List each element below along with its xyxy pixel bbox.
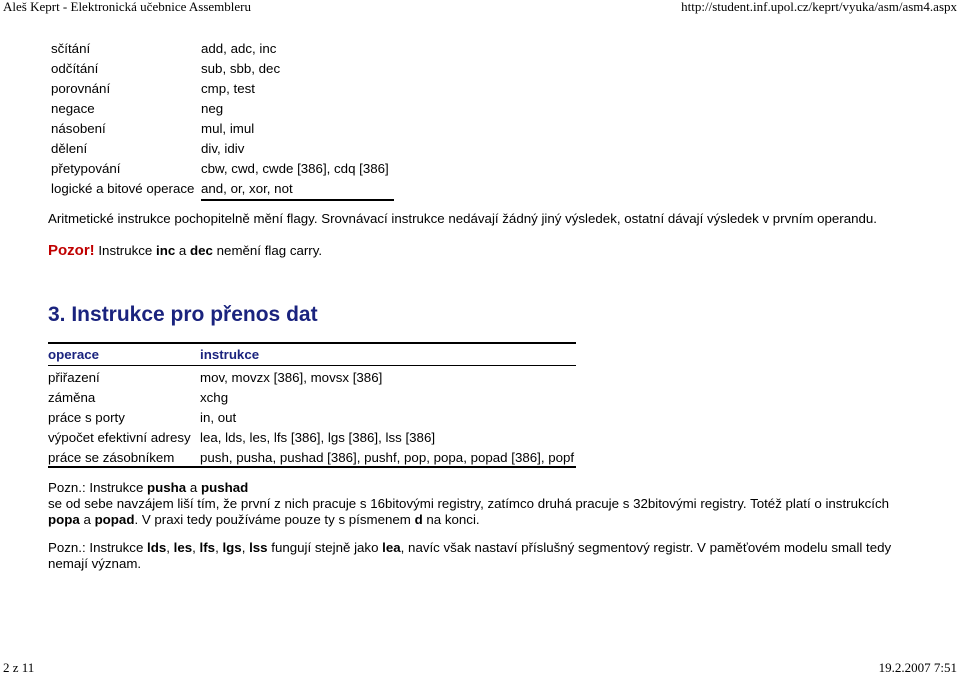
- instruction-cell: mul, imul: [201, 120, 255, 136]
- instruction-cell: push, pusha, pushad [386], pushf, pop, popa, popad [386], popf: [200, 449, 575, 465]
- table-header-rule: [48, 365, 576, 366]
- table-row: [51, 158, 395, 178]
- instruction-cell: sub, sbb, dec: [201, 60, 281, 76]
- instruction-cell: div, idiv: [201, 140, 245, 156]
- operation-cell: odčítání: [51, 60, 99, 76]
- table-row: [51, 178, 395, 198]
- column-header-operation: operace: [48, 346, 99, 362]
- operation-cell: záměna: [48, 389, 96, 405]
- instruction-cell: lea, lds, les, lfs [386], lgs [386], lss [386]: [200, 429, 436, 445]
- instruction-cell: cbw, cwd, cwde [386], cdq [386]: [201, 160, 389, 176]
- page-counter: 2 z 11: [3, 660, 35, 675]
- operation-cell: výpočet efektivní adresy: [48, 429, 191, 445]
- operation-cell: dělení: [51, 140, 88, 156]
- column-header-instruction: instrukce: [200, 346, 260, 362]
- table-bottom-rule: [48, 466, 576, 468]
- instruction-cell: in, out: [200, 409, 237, 425]
- table-row: [51, 98, 395, 118]
- print-timestamp: 19.2.2007 7:51: [878, 660, 957, 675]
- table-row: [48, 367, 576, 387]
- table-row: [51, 138, 395, 158]
- operation-cell: porovnání: [51, 80, 111, 96]
- table-row: [48, 407, 576, 427]
- instruction-cell: cmp, test: [201, 80, 255, 96]
- operation-cell: přiřazení: [48, 369, 100, 385]
- paragraph-warning: Pozor! Instrukce inc a dec nemění flag carry.: [48, 242, 323, 259]
- operation-cell: práce s porty: [48, 409, 125, 425]
- table-row: [48, 447, 576, 467]
- operation-cell: logické a bitové operace: [51, 180, 195, 196]
- operation-cell: práce se zásobníkem: [48, 449, 175, 465]
- warning-label: Pozor!: [48, 242, 95, 259]
- note-pusha-pushad: Pozn.: Instrukce pusha a pushad se od sebe navzájem liší tím, že první z nich pracuje s 16bitovými registry, zatímco druhá pracuje s 32bitovými registry. Totéž platí o instrukcích popa a popad. V praxi tedy používáme pouze ty s písmenem d na konci.: [48, 480, 890, 527]
- page-header-title: Aleš Keprt - Elektronická učebnice Assembleru: [3, 0, 251, 14]
- note-segment-instructions: Pozn.: Instrukce lds, les, lfs, lgs, lss fungují stejně jako lea, navíc však nastaví příslušný segmentový registr. V paměťovém modelu small tedy nemají význam.: [48, 540, 892, 571]
- table-header-row: [48, 344, 576, 364]
- table-row: [48, 387, 576, 407]
- table-row: [51, 78, 395, 98]
- instruction-cell: xchg: [200, 389, 229, 405]
- operation-cell: sčítání: [51, 40, 91, 56]
- operation-cell: přetypování: [51, 160, 121, 176]
- instruction-cell: add, adc, inc: [201, 40, 277, 56]
- section-heading: 3. Instrukce pro přenos dat: [48, 303, 318, 326]
- table-row: [51, 38, 395, 58]
- operation-cell: násobení: [51, 120, 106, 136]
- table-row: [48, 427, 576, 447]
- arithmetic-instructions-table: [51, 38, 395, 198]
- table-row: [51, 118, 395, 138]
- instruction-cell: neg: [201, 100, 224, 116]
- paragraph-flags: Aritmetické instrukce pochopitelně mění flagy. Srovnávací instrukce nedávají žádný jiný výsledek, ostatní dávají výsledek v prvním operandu.: [48, 211, 878, 226]
- instruction-cell: and, or, xor, not: [201, 180, 293, 196]
- instruction-cell: mov, movzx [386], movsx [386]: [200, 369, 383, 385]
- operation-cell: negace: [51, 100, 95, 116]
- table-row: [51, 58, 395, 78]
- data-transfer-table: [48, 344, 576, 467]
- table-bottom-rule: [201, 199, 394, 201]
- page-header-url: http://student.inf.upol.cz/keprt/vyuka/asm/asm4.aspx: [681, 0, 957, 14]
